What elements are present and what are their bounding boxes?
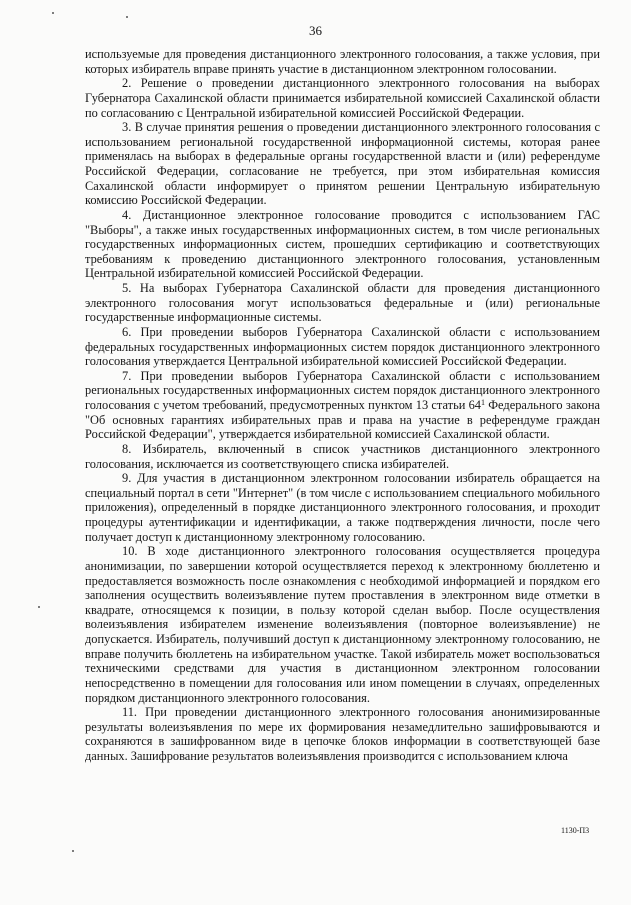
document-code: 1130-П3 <box>561 826 590 835</box>
document-body <box>85 47 600 764</box>
paragraph-item-5: 5. На выборах Губернатора Сахалинской области для проведения дистанционного электронного голосования могут использоваться федеральные и (или) региональные государственные информационные системы. <box>85 281 600 325</box>
paragraph-item-7 <box>85 369 600 442</box>
paragraph-item-8: 8. Избиратель, включенный в список участников дистанционного электронного голосования, исключается из соответствующего списка избирателей. <box>85 441 600 471</box>
scan-speck <box>72 850 74 852</box>
paragraph-item-10: 10. В ходе дистанционного электронного голосования осуществляется процедура анонимизации, по завершении которой осуществляется переход к электронному бюллетеню и предоставляется возможность после ознакомления с необходимой информацией и порядком его заполнения осуществить волеизъявление путем проставления в электронном виде отметки в квадрате, относящемся к позиции, в пользу которой сделан выбор. После осуществления волеизъявления избирателем изменение волеизъявления (повторное волеизъявление) не допускается. Избиратель, получивший доступ к дистанционному электронному голосованию, не вправе получить бюллетень на избирательном участке. Такой избиратель может воспользоваться техническими средствами для участия в дистанционном электронном голосовании непосредственно в помещении для голосования или ином помещении в случаях, определенных порядком дистанционного электронного голосования. <box>85 544 600 705</box>
paragraph-item-7-text: 7. При проведении выборов Губернатора Сахалинской области с использованием региональных государственных информационных систем порядок дистанционного электронного голосования с учетом требований, предусмотренных пунктом 13 статьи 64 <box>85 368 600 412</box>
paragraph-item-7-text-cont: Федерального закона "Об основных гарантиях избирательных прав и права на участие в референдуме граждан Российской Федерации", утверждается избирательной комиссией Сахалинской области. <box>85 398 600 442</box>
scan-speck <box>38 606 40 608</box>
paragraph-item-11: 11. При проведении дистанционного электронного голосования анонимизированные результаты волеизъявления по мере их формирования незамедлительно зашифровываются и сохраняются в зашифрованном виде в цепочке блоков информации в соответствующей базе данных. Зашифрование результатов волеизъявления производится с использованием ключа <box>85 705 600 763</box>
paragraph-item-2: 2. Решение о проведении дистанционного электронного голосования на выборах Губернатора Сахалинской области принимается избирательной комиссией Сахалинской области по согласованию с Центральной избирательной комиссией Российской Федерации. <box>85 76 600 120</box>
scan-speck <box>126 16 128 18</box>
paragraph-item-4: 4. Дистанционное электронное голосование проводится с использованием ГАС "Выборы", а также иных государственных информационных систем, в том числе региональных государственных информационных систем, прошедших сертификацию и соответствующих требованиям к проведению дистанционного электронного голосования, установленным Центральной избирательной комиссией Российской Федерации. <box>85 207 600 281</box>
paragraph-continuation: используемые для проведения дистанционного электронного голосования, а также условия, при которых избиратель вправе принять участие в дистанционном электронном голосовании. <box>85 47 600 76</box>
scan-speck <box>52 12 54 14</box>
article-superscript: 1 <box>481 398 485 407</box>
paragraph-item-3: 3. В случае принятия решения о проведении дистанционного электронного голосования с использованием региональной государственной информационной системы, которая ранее применялась на выборах в федеральные органы государственной власти и (или) референдуме Российской Федерации, согласование не требуется, при этом избирательная комиссия Сахалинской области информирует о принятом решении Центральную избирательную комиссию Российской Федерации. <box>85 120 600 208</box>
paragraph-item-9: 9. Для участия в дистанционном электронном голосовании избиратель обращается на специальный портал в сети "Интернет" (в том числе с использованием специального мобильного приложения), определенный в порядке дистанционного электронного голосования, и проходит процедуры аутентификации и идентификации, а также подтверждения личности, после чего получает доступ к дистанционному электронному голосованию. <box>85 471 600 544</box>
page-number: 36 <box>309 23 322 38</box>
paragraph-item-6: 6. При проведении выборов Губернатора Сахалинской области с использованием федеральных государственных информационных систем порядок дистанционного электронного голосования утверждается Центральной избирательной комиссией Российской Федерации. <box>85 324 600 369</box>
